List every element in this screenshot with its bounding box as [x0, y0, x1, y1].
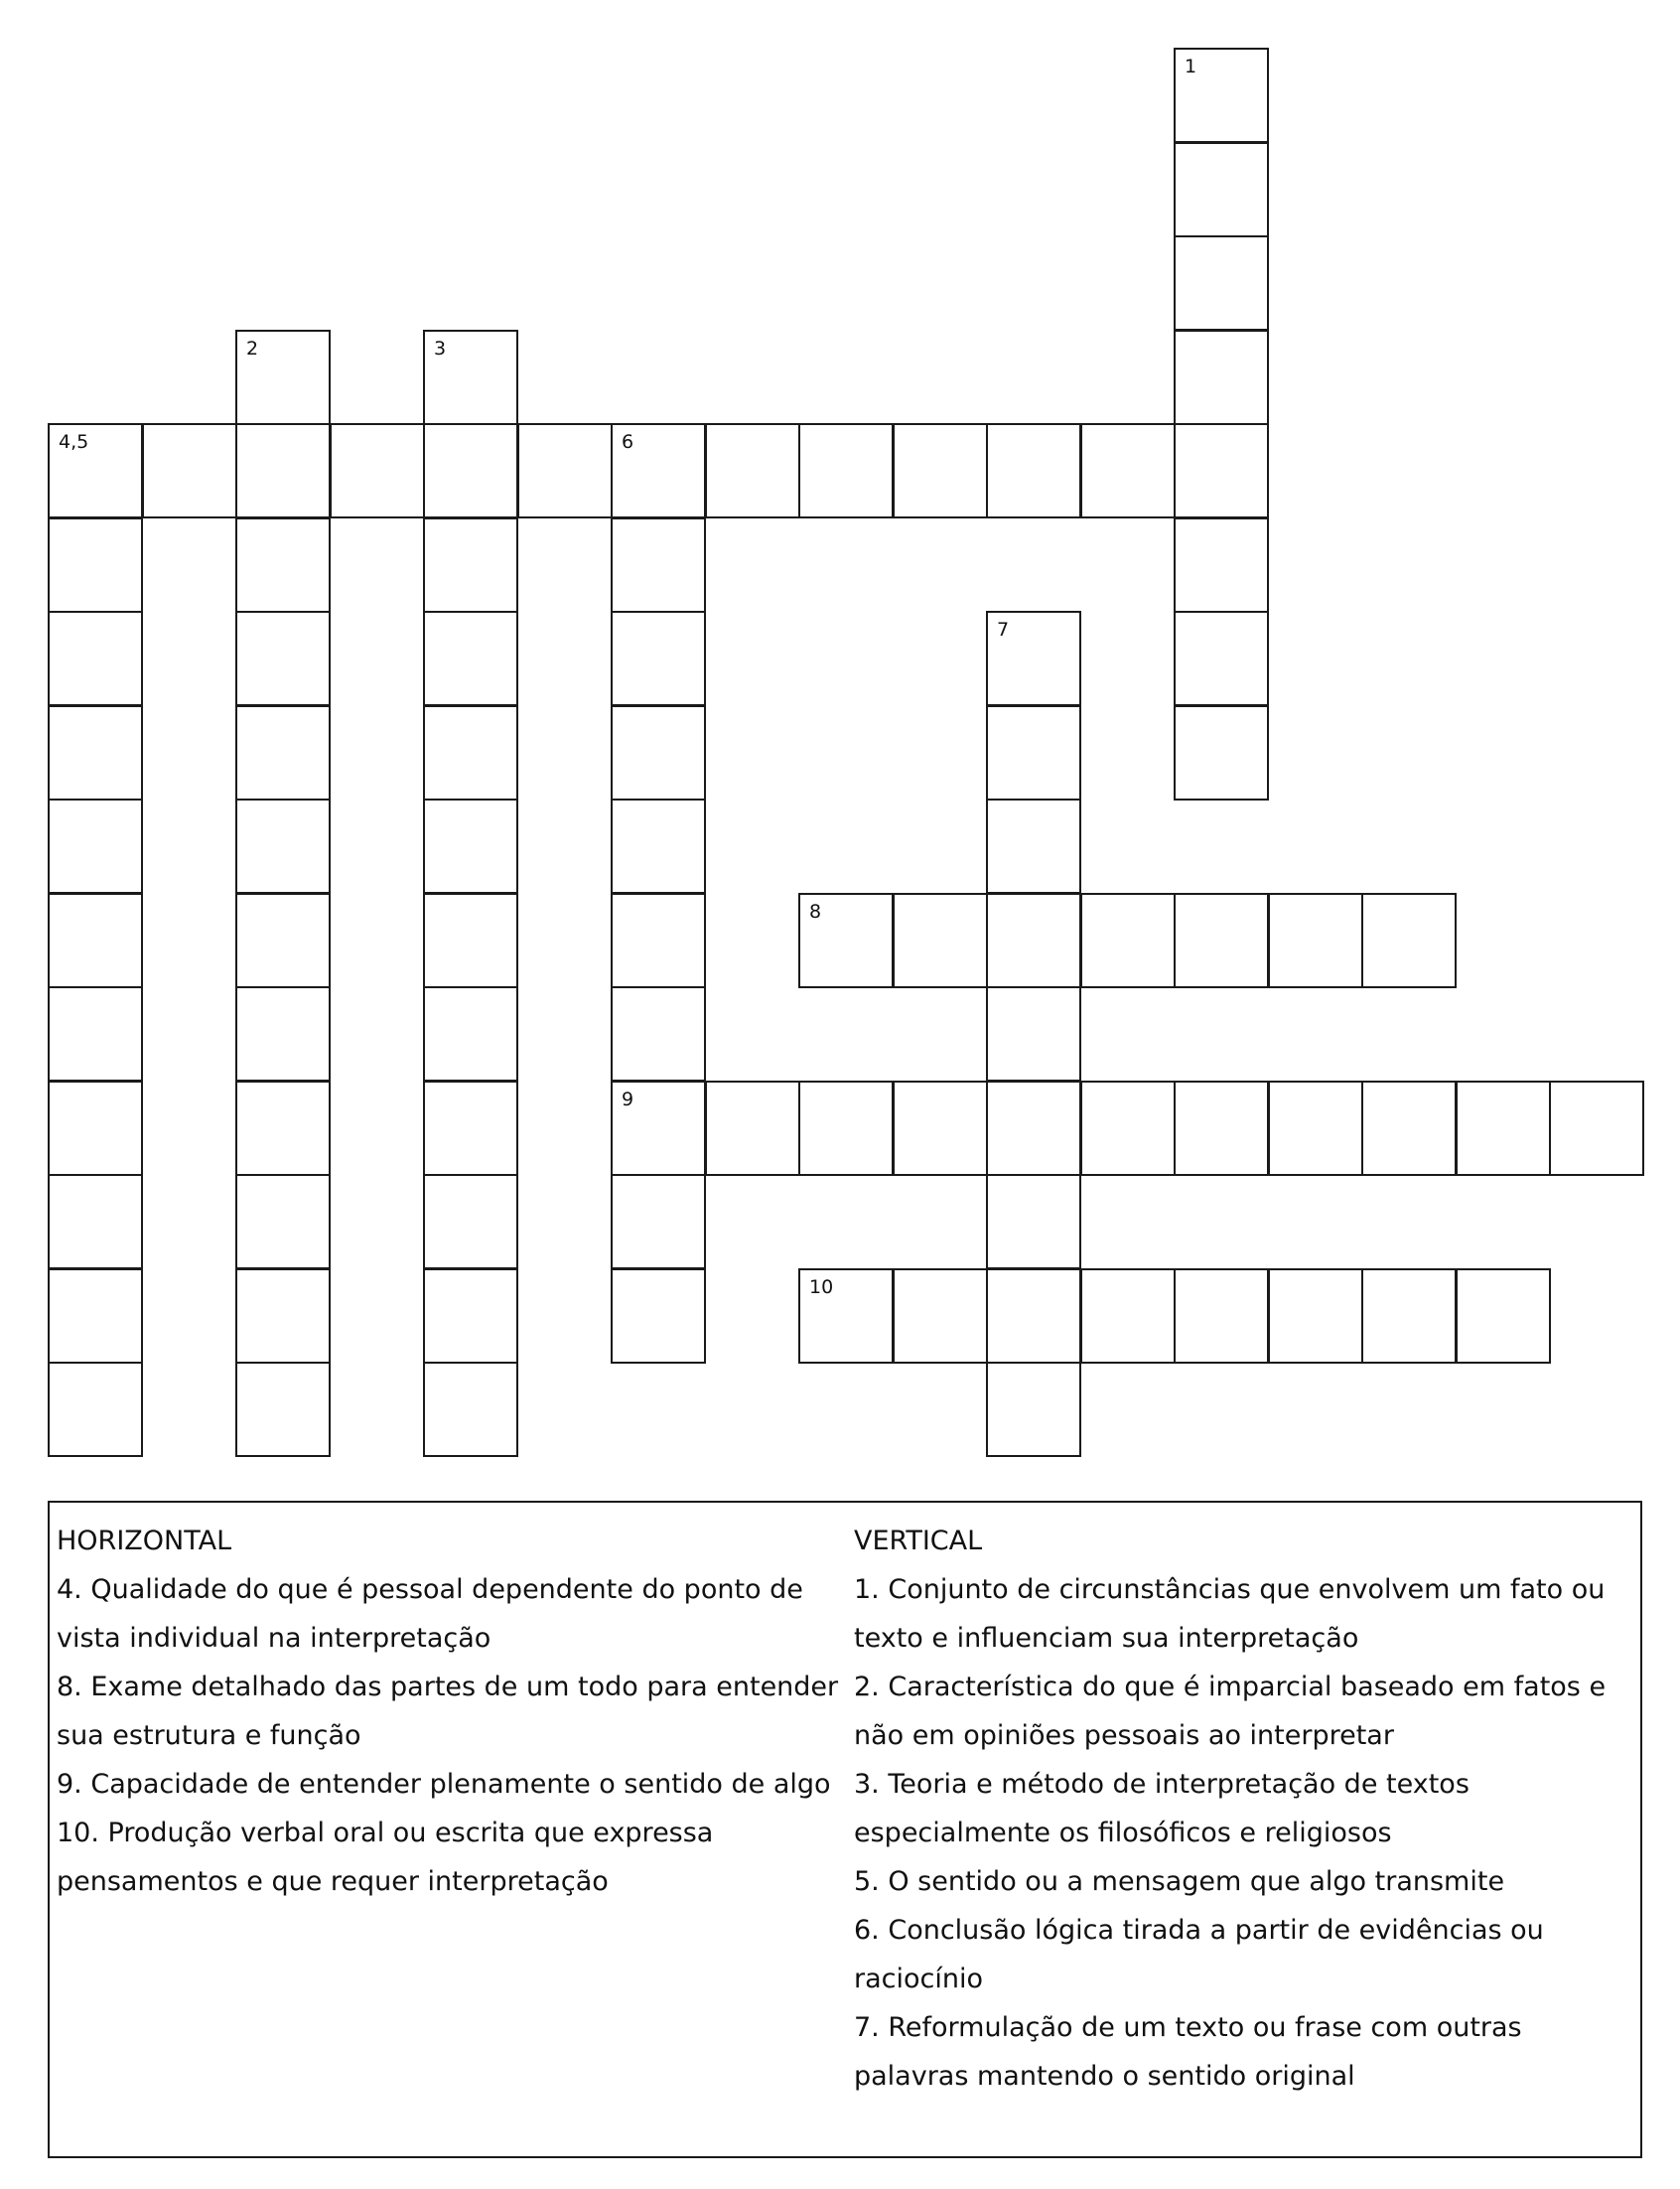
grid-cell[interactable] — [48, 986, 143, 1082]
grid-cell[interactable] — [1456, 1268, 1551, 1364]
grid-cell[interactable] — [611, 611, 706, 706]
grid-cell[interactable] — [893, 893, 988, 988]
grid-cell[interactable] — [986, 1174, 1081, 1269]
grid-cell[interactable] — [1174, 423, 1269, 518]
grid-cell[interactable] — [1080, 423, 1176, 518]
grid-cell[interactable] — [423, 1362, 518, 1457]
grid-cell[interactable] — [48, 1268, 143, 1364]
grid-cell[interactable] — [235, 423, 331, 518]
grid-cell[interactable] — [1080, 893, 1176, 988]
clue-number: 10 — [809, 1275, 834, 1298]
grid-cell[interactable] — [423, 517, 518, 613]
grid-cell[interactable] — [423, 986, 518, 1082]
clue-number: 7 — [997, 619, 1010, 641]
clue-number: 2 — [246, 337, 259, 360]
grid-cell[interactable] — [423, 799, 518, 894]
grid-cell[interactable] — [798, 423, 894, 518]
grid-cell[interactable] — [986, 611, 1081, 706]
grid-cell[interactable] — [986, 705, 1081, 801]
grid-cell[interactable] — [611, 423, 706, 518]
grid-cell[interactable] — [235, 799, 331, 894]
grid-cell[interactable] — [1174, 611, 1269, 706]
horizontal-clues — [57, 1517, 841, 1906]
grid-cell[interactable] — [423, 1174, 518, 1269]
grid-cell[interactable] — [330, 423, 425, 518]
grid-cell[interactable] — [48, 705, 143, 801]
grid-cell[interactable] — [48, 1081, 143, 1176]
grid-cell[interactable] — [423, 423, 518, 518]
grid-cell[interactable] — [235, 705, 331, 801]
grid-cell[interactable] — [893, 1081, 988, 1176]
grid-cell[interactable] — [235, 517, 331, 613]
grid-cell[interactable] — [611, 1174, 706, 1269]
grid-cell[interactable] — [1174, 142, 1269, 237]
grid-cell[interactable] — [235, 1268, 331, 1364]
grid-cell[interactable] — [798, 893, 894, 988]
clue-horizontal-10: 10. Produção verbal oral ou escrita que expressa pensamentos e que requer interpretação — [57, 1818, 714, 1897]
grid-cell[interactable] — [48, 893, 143, 988]
grid-cell[interactable] — [235, 893, 331, 988]
grid-cell[interactable] — [611, 893, 706, 988]
clue-number: 4,5 — [59, 431, 89, 453]
clue-vertical-2: 2. Característica do que é imparcial baseado em fatos e não em opiniões pessoais ao interpretar — [854, 1672, 1607, 1751]
vertical-title: VERTICAL — [854, 1526, 983, 1556]
grid-cell[interactable] — [48, 517, 143, 613]
clues-box — [48, 1501, 1642, 2158]
clue-number: 6 — [622, 431, 634, 453]
grid-cell[interactable] — [611, 1268, 706, 1364]
grid-cell[interactable] — [1174, 893, 1269, 988]
grid-cell[interactable] — [1268, 1081, 1363, 1176]
grid-cell[interactable] — [986, 799, 1081, 894]
clue-number: 8 — [809, 900, 822, 923]
grid-cell[interactable] — [1174, 705, 1269, 801]
grid-cell[interactable] — [798, 1268, 894, 1364]
grid-cell[interactable] — [1268, 1268, 1363, 1364]
clue-vertical-5: 5. O sentido ou a mensagem que algo transmite — [854, 1866, 1505, 1897]
grid-cell[interactable] — [423, 893, 518, 988]
clue-vertical-6: 6. Conclusão lógica tirada a partir de evidências ou raciocínio — [854, 1915, 1544, 1994]
grid-cell[interactable] — [48, 1174, 143, 1269]
clue-horizontal-8: 8. Exame detalhado das partes de um todo para entender sua estrutura e função — [57, 1672, 839, 1751]
grid-cell[interactable] — [705, 423, 800, 518]
grid-cell[interactable] — [423, 1081, 518, 1176]
grid-cell[interactable] — [423, 705, 518, 801]
clue-horizontal-4: 4. Qualidade do que é pessoal dependente do ponto de vista individual na interpretação — [57, 1574, 803, 1654]
grid-cell[interactable] — [986, 1362, 1081, 1457]
grid-cell[interactable] — [611, 517, 706, 613]
grid-cell[interactable] — [1080, 1081, 1176, 1176]
horizontal-title: HORIZONTAL — [57, 1526, 232, 1556]
grid-cell[interactable] — [1361, 1268, 1457, 1364]
clue-number: 3 — [434, 337, 447, 360]
grid-cell[interactable] — [798, 1081, 894, 1176]
grid-cell[interactable] — [986, 986, 1081, 1082]
clue-vertical-3: 3. Teoria e método de interpretação de textos especialmente os filosóficos e religiosos — [854, 1769, 1470, 1848]
grid-cell[interactable] — [48, 1362, 143, 1457]
grid-cell[interactable] — [1268, 893, 1363, 988]
grid-cell[interactable] — [48, 611, 143, 706]
grid-cell[interactable] — [235, 1174, 331, 1269]
grid-cell[interactable] — [1174, 48, 1269, 143]
grid-cell[interactable] — [48, 423, 143, 518]
grid-cell[interactable] — [235, 1362, 331, 1457]
grid-cell[interactable] — [611, 1081, 706, 1176]
grid-cell[interactable] — [1174, 517, 1269, 613]
grid-cell[interactable] — [1174, 235, 1269, 331]
grid-cell[interactable] — [235, 611, 331, 706]
grid-cell[interactable] — [423, 330, 518, 425]
vertical-clues — [854, 1517, 1638, 2101]
clue-vertical-7: 7. Reformulação de um texto ou frase com outras palavras mantendo o sentido original — [854, 2012, 1522, 2092]
grid-cell[interactable] — [48, 799, 143, 894]
grid-cell[interactable] — [611, 986, 706, 1082]
grid-cell[interactable] — [235, 986, 331, 1082]
grid-cell[interactable] — [1174, 1081, 1269, 1176]
grid-cell[interactable] — [1361, 893, 1457, 988]
grid-cell[interactable] — [611, 705, 706, 801]
grid-cell[interactable] — [235, 330, 331, 425]
grid-cell[interactable] — [986, 1268, 1081, 1364]
clue-vertical-1: 1. Conjunto de circunstâncias que envolvem um fato ou texto e influenciam sua interpretação — [854, 1574, 1606, 1654]
grid-cell[interactable] — [893, 423, 988, 518]
grid-cell[interactable] — [423, 611, 518, 706]
grid-cell[interactable] — [142, 423, 237, 518]
grid-cell[interactable] — [423, 1268, 518, 1364]
grid-cell[interactable] — [611, 799, 706, 894]
grid-cell[interactable] — [1549, 1081, 1644, 1176]
clue-number: 1 — [1185, 56, 1197, 77]
clue-number: 9 — [622, 1088, 634, 1110]
grid-cell[interactable] — [517, 423, 613, 518]
grid-cell[interactable] — [1174, 1268, 1269, 1364]
grid-cell[interactable] — [986, 893, 1081, 988]
grid-cell[interactable] — [1361, 1081, 1457, 1176]
grid-cell[interactable] — [986, 423, 1081, 518]
grid-cell[interactable] — [893, 1268, 988, 1364]
grid-cell[interactable] — [705, 1081, 800, 1176]
grid-cell[interactable] — [1080, 1268, 1176, 1364]
grid-cell[interactable] — [986, 1081, 1081, 1176]
grid-cell[interactable] — [1174, 330, 1269, 425]
clue-horizontal-9: 9. Capacidade de entender plenamente o sentido de algo — [57, 1769, 831, 1800]
grid-cell[interactable] — [1456, 1081, 1551, 1176]
grid-cell[interactable] — [235, 1081, 331, 1176]
